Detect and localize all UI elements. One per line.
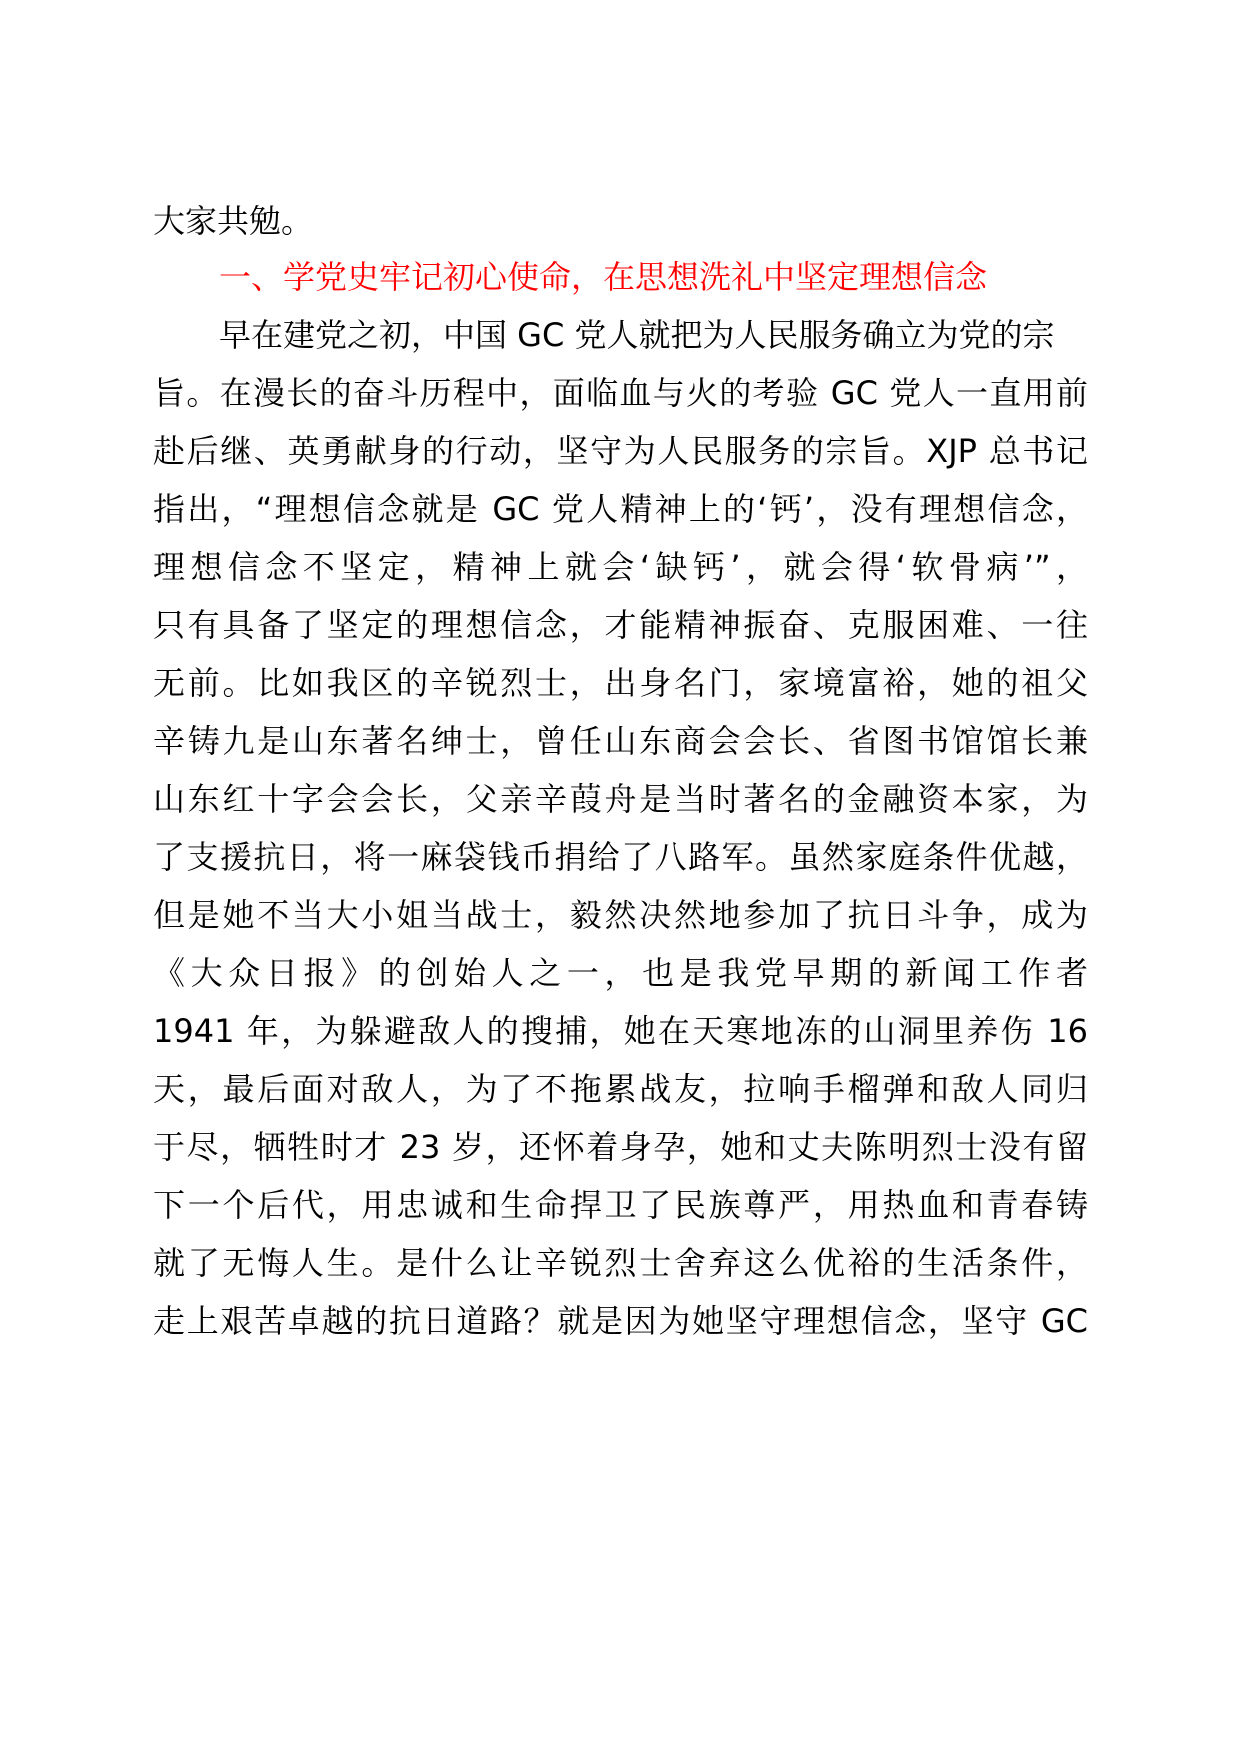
paragraph-line: 山东红十字会会长，父亲辛葭舟是当时著名的金融资本家，为 bbox=[153, 780, 1088, 818]
paragraph-line: 《大众日报》的创始人之一，也是我党早期的新闻工作者 bbox=[153, 954, 1088, 992]
paragraph-line: 天，最后面对敌人，为了不拖累战友，拉响手榴弹和敌人同归 bbox=[153, 1070, 1088, 1108]
paragraph-line: 于尽，牺牲时才 23 岁，还怀着身孕，她和丈夫陈明烈士没有留 bbox=[153, 1128, 1088, 1166]
paragraph-line: 1941 年，为躲避敌人的搜捕，她在天寒地冻的山洞里养伤 16 bbox=[153, 1012, 1088, 1050]
paragraph-line: 走上艰苦卓越的抗日道路？就是因为她坚守理想信念，坚守 GC bbox=[153, 1302, 1088, 1340]
closing-line: 大家共勉。 bbox=[153, 202, 314, 240]
paragraph-line: 赴后继、英勇献身的行动，坚守为人民服务的宗旨。XJP 总书记 bbox=[153, 432, 1088, 470]
paragraph-line: 但是她不当大小姐当战士，毅然决然地参加了抗日斗争，成为 bbox=[153, 896, 1088, 934]
paragraph-line: 了支援抗日，将一麻袋钱币捐给了八路军。虽然家庭条件优越， bbox=[153, 838, 1088, 876]
paragraph-line: 早在建党之初，中国 GC 党人就把为人民服务确立为党的宗 bbox=[219, 316, 1055, 354]
paragraph-line: 理想信念不坚定，精神上就会‘缺钙’，就会得‘软骨病’”， bbox=[153, 548, 1088, 586]
paragraph-line: 无前。比如我区的辛锐烈士，出身名门，家境富裕，她的祖父 bbox=[153, 664, 1088, 702]
paragraph-line: 旨。在漫长的奋斗历程中，面临血与火的考验 GC 党人一直用前 bbox=[153, 374, 1088, 412]
section-heading: 一、学党史牢记初心使命，在思想洗礼中坚定理想信念 bbox=[219, 258, 988, 296]
paragraph-line: 下一个后代，用忠诚和生命捍卫了民族尊严，用热血和青春铸 bbox=[153, 1186, 1088, 1224]
paragraph-line: 指出，“理想信念就是 GC 党人精神上的‘钙’，没有理想信念， bbox=[153, 490, 1088, 528]
paragraph-line: 只有具备了坚定的理想信念，才能精神振奋、克服困难、一往 bbox=[153, 606, 1088, 644]
paragraph-line: 就了无悔人生。是什么让辛锐烈士舍弃这么优裕的生活条件， bbox=[153, 1244, 1088, 1282]
paragraph-line: 辛铸九是山东著名绅士，曾任山东商会会长、省图书馆馆长兼 bbox=[153, 722, 1088, 760]
